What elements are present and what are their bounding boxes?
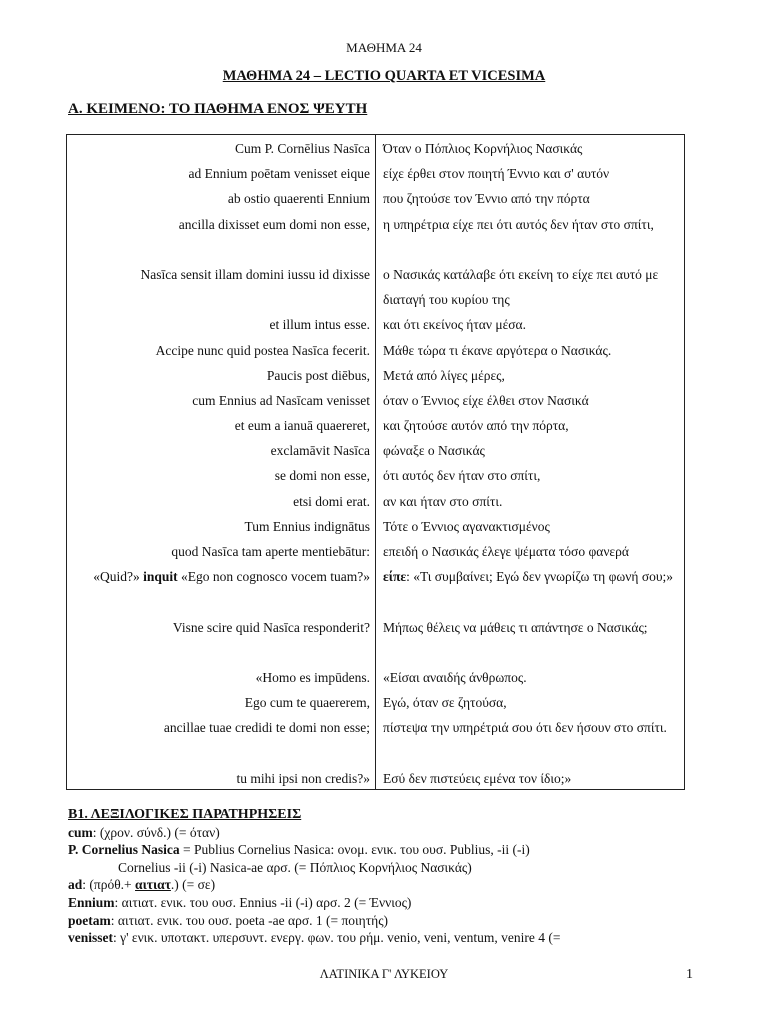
latin-line: cum Ennius ad Nasīcam venisset bbox=[192, 392, 370, 408]
greek-line: πίστεψα την υπηρέτριά σου ότι δεν ήσουν στο σπίτι. bbox=[383, 720, 667, 736]
section-b1-heading: Β1. ΛΕΞΙΛΟΓΙΚΕΣ ΠΑΡΑΤΗΡΗΣΕΙΣ bbox=[68, 807, 302, 822]
greek-line: αν και ήταν στο σπίτι. bbox=[383, 493, 503, 509]
greek-line: επειδή ο Νασικάς έλεγε ψέματα τόσο φανερά bbox=[383, 544, 629, 560]
greek-line: Εσύ δεν πιστεύεις εμένα τον ίδιο;» bbox=[383, 770, 572, 786]
latin-line: ancillae tuae credidi te domi non esse; bbox=[163, 720, 370, 736]
greek-line: η υπηρέτρια είχε πει ότι αυτός δεν ήταν στο σπίτι, bbox=[383, 216, 654, 232]
greek-line: Όταν ο Πόπλιος Κορνήλιος Νασικάς bbox=[383, 141, 583, 156]
parallel-text-table bbox=[66, 134, 685, 790]
greek-column bbox=[383, 136, 683, 791]
latin-line: et eum a ianuā quaereret, bbox=[234, 418, 370, 434]
latin-line: se domi non esse, bbox=[274, 468, 370, 484]
greek-line: Μετά από λίγες μέρες, bbox=[383, 367, 505, 383]
latin-column bbox=[67, 136, 370, 791]
greek-line: «Είσαι αναιδής άνθρωπος. bbox=[383, 670, 527, 685]
running-header: ΜΑΘΗΜΑ 24 bbox=[346, 40, 422, 55]
latin-line: «Homo es impūdens. bbox=[255, 670, 370, 685]
latin-line: Tum Ennius indignātus bbox=[244, 518, 370, 534]
vocab-entry: venisset: γ' ενικ. υποτακτ. υπερσυντ. ενεργ. φων. του ρήμ. venio, veni, ventum, venire 4 (= bbox=[68, 930, 561, 946]
column-divider bbox=[375, 135, 376, 789]
vocab-entry-continuation: Cornelius -ii (-i) Nasica-ae αρσ. (= Πόπλιος Κορνήλιος Νασικάς) bbox=[118, 859, 472, 875]
latin-line: Cum P. Cornēlius Nasīca bbox=[235, 141, 370, 156]
latin-line: tu mihi ipsi non credis?» bbox=[236, 770, 370, 786]
vocab-entry: P. Cornelius Nasica = Publius Cornelius Nasica: ονομ. ενικ. του ουσ. Publius, -ii (-i) bbox=[68, 842, 530, 858]
latin-line: «Quid?» inquit «Ego non cognosco vocem tuam?» bbox=[93, 569, 370, 585]
greek-line: είπε: «Τι συμβαίνει; Εγώ δεν γνωρίζω τη φωνή σου;» bbox=[383, 569, 674, 585]
greek-line: όταν ο Έννιος είχε έλθει στον Νασικά bbox=[383, 392, 589, 408]
latin-line: etsi domi erat. bbox=[293, 493, 370, 509]
vocabulary-notes bbox=[68, 806, 708, 947]
greek-line: Μήπως θέλεις να μάθεις τι απάντησε ο Νασικάς; bbox=[383, 619, 648, 635]
vocab-entry: ad: (πρόθ.+ αιτιατ.) (= σε) bbox=[68, 877, 216, 893]
latin-line: exclamāvit Nasīca bbox=[270, 443, 370, 459]
greek-line: που ζητούσε τον Έννιο από την πόρτα bbox=[383, 191, 590, 207]
latin-line: Accipe nunc quid postea Nasīca fecerit. bbox=[155, 342, 370, 358]
latin-line: ancilla dixisset eum domi non esse, bbox=[178, 216, 370, 232]
lesson-title: ΜΑΘΗΜΑ 24 – LECTIO QUARTA ET VICESIMA bbox=[222, 68, 546, 84]
greek-line: φώναξε ο Νασικάς bbox=[383, 443, 485, 459]
greek-line: είχε έρθει στον ποιητή Έννιο και σ' αυτόν bbox=[383, 166, 610, 182]
greek-line: και ζητούσε αυτόν από την πόρτα, bbox=[383, 418, 569, 434]
latin-line: Paucis post diēbus, bbox=[266, 367, 370, 383]
latin-line: ad Ennium poētam venisset eique bbox=[188, 166, 370, 182]
latin-line: ab ostio quaerenti Ennium bbox=[227, 191, 370, 207]
greek-line: Τότε ο Έννιος αγανακτισμένος bbox=[383, 518, 550, 534]
greek-line: ο Νασικάς κατάλαβε ότι εκείνη το είχε πει αυτό με διαταγή του κυρίου της bbox=[383, 266, 659, 308]
vocab-entry: poetam: αιτιατ. ενικ. του ουσ. poeta -ae αρσ. 1 (= ποιητής) bbox=[68, 912, 389, 928]
section-a-heading: Α. ΚΕΙΜΕΝΟ: ΤΟ ΠΑΘΗΜΑ ΕΝΟΣ ΨΕΥΤΗ bbox=[68, 101, 368, 117]
latin-line: Nasīca sensit illam domini iussu id dixisse bbox=[140, 266, 370, 282]
latin-line: quod Nasīca tam aperte mentiebātur: bbox=[171, 544, 370, 560]
greek-line: και ότι εκείνος ήταν μέσα. bbox=[383, 317, 526, 333]
page-footer: ΛΑΤΙΝΙΚΑ Γ' ΛΥΚΕΙΟΥ bbox=[319, 967, 449, 981]
vocab-entry: cum: (χρον. σύνδ.) (= όταν) bbox=[68, 824, 220, 840]
latin-line: Visne scire quid Nasīca responderit? bbox=[172, 619, 370, 635]
greek-line: Εγώ, όταν σε ζητούσα, bbox=[383, 695, 507, 711]
page-number: 1 bbox=[686, 967, 693, 982]
latin-line: Ego cum te quaererem, bbox=[244, 695, 370, 711]
greek-line: ότι αυτός δεν ήταν στο σπίτι, bbox=[383, 468, 541, 484]
vocab-entry: Ennium: αιτιατ. ενικ. του ουσ. Ennius -ii (-i) αρσ. 2 (= Έννιος) bbox=[68, 894, 412, 910]
greek-line: Μάθε τώρα τι έκανε αργότερα ο Νασικάς. bbox=[383, 342, 612, 358]
latin-line: et illum intus esse. bbox=[269, 317, 370, 333]
